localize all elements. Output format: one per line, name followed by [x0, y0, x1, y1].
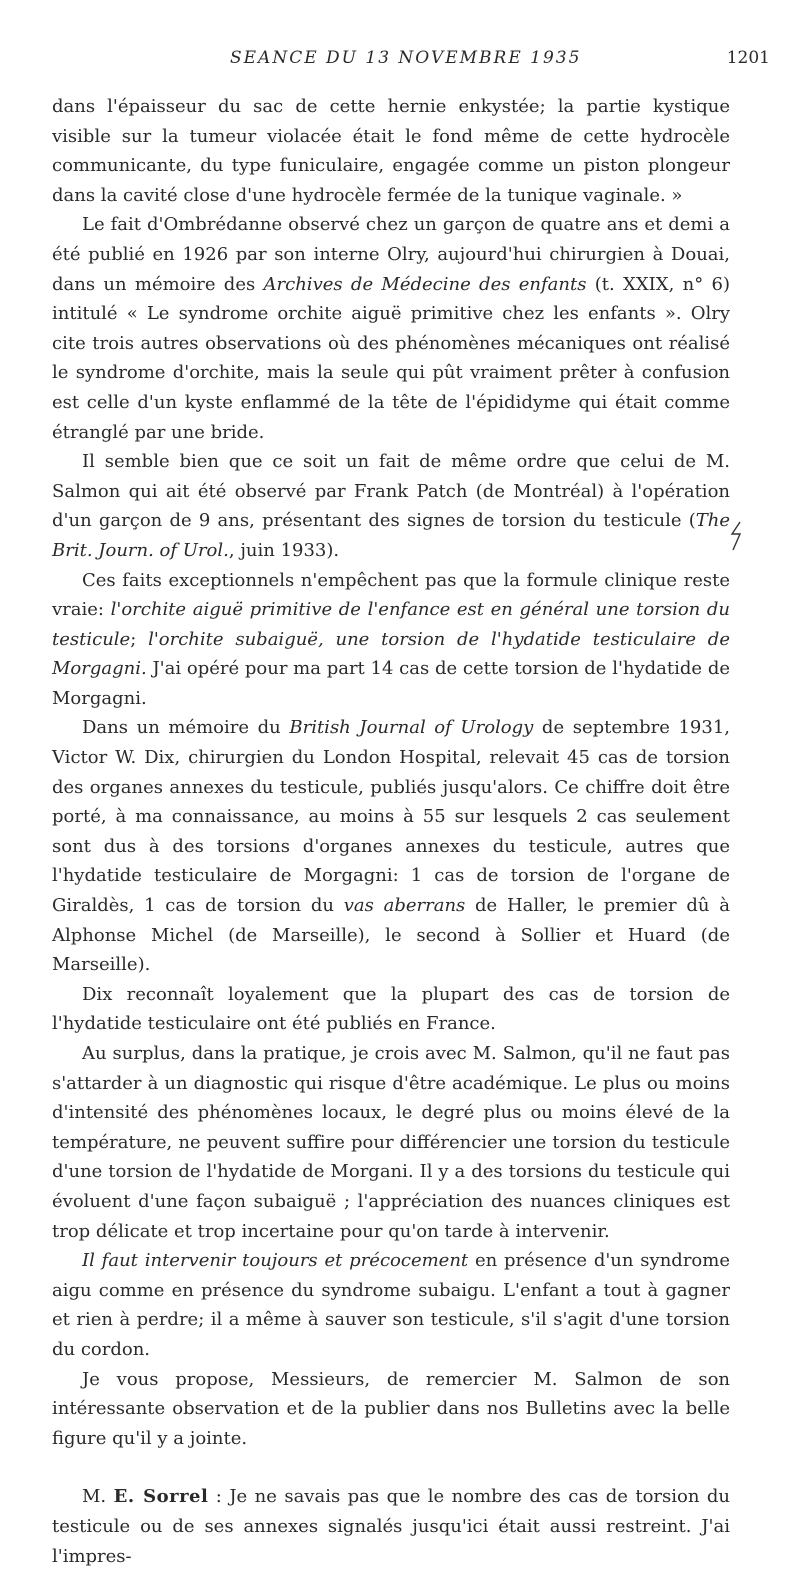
margin-mark-icon	[730, 520, 742, 552]
text-span: Dix reconnaît loyalement que la plupart des cas de torsion de l'hydatide testiculaire ont été publiés en France.	[52, 983, 730, 1035]
page-number: 1201	[726, 48, 770, 68]
emphasis: l'orchite aiguë primitive de l'enfance est en général une torsion du testicule	[52, 599, 731, 650]
paragraph	[52, 980, 730, 1039]
text-span: (t. XXIX, n° 6) intitulé « Le syndrome orchite aiguë primitive chez les enfants ». Olry cite trois autres observations où des phénomènes mécaniques ont réalisé le syndrome d'orchite, mais la seule qui pût vraiment prêter à confusion est celle d'un kyste enflammé de la tête de l'épididyme qui était comme étranglé par une bride.	[52, 273, 730, 443]
emphasis: Il faut intervenir toujours et précocement	[82, 1250, 469, 1272]
running-title: SEANCE DU 13 NOVEMBRE 1935	[230, 48, 582, 68]
journal-title: British Journal of Urology	[289, 717, 534, 739]
paragraph	[52, 566, 730, 714]
section-gap	[52, 1453, 730, 1482]
paragraph	[52, 1039, 730, 1246]
text-span: : Je ne savais pas que le nombre des cas de torsion du testicule ou de ses annexes signalés jusqu'ici était aussi restreint. J'ai l'impres-	[52, 1486, 731, 1567]
journal-title: The Brit. Journ. of Urol.	[52, 510, 730, 561]
text-span: Dans un mémoire du	[82, 717, 290, 739]
text-span: ;	[130, 628, 149, 650]
text-span: Au surplus, dans la pratique, je crois avec M. Salmon, qu'il ne faut pas s'attarder à un diagnostic qui risque d'être académique. Le plus ou moins d'intensité des phénomènes locaux, le degré plus ou moins élevé de la température, ne peuvent suffire pour différencier une torsion du testicule d'une torsion de l'hydatide de Morgani. Il y a des torsions du testicule qui évoluent d'une façon subaiguë ; l'appréciation des nuances cliniques est trop délicate et trop incertaine pour qu'on tarde à intervenir.	[52, 1043, 730, 1242]
text-span: , juin 1933).	[228, 539, 340, 561]
speaker-name: E. Sorrel	[113, 1486, 209, 1508]
text-span: M.	[82, 1486, 114, 1508]
emphasis: vas aberrans	[343, 895, 466, 917]
text-span: de septembre 1931, Victor W. Dix, chirurgien du London Hospital, relevait 45 cas de torsion des organes annexes du testicule, publiés jusqu'alors. Ce chiffre doit être porté, à ma connaissance, au moins à 55 sur lesquels 2 cas seulement sont dus à des torsions d'organes annexes du testicule, autres que l'hydatide testiculaire de Morgagni: 1 cas de torsion de l'organe de Giraldès, 1 cas de torsion du	[52, 717, 730, 917]
body-text	[52, 92, 730, 1571]
text-span: J'ai opéré pour ma part 14 cas de cette torsion de l'hydatide de Morgagni.	[52, 658, 730, 709]
paragraph	[52, 1482, 730, 1571]
text-span: Ces faits exceptionnels n'empêchent pas que la formule clinique reste vraie:	[52, 569, 730, 621]
paragraph	[52, 713, 730, 979]
text-span: de Haller, le premier dû à Alphonse Michel (de Marseille), le second à Sollier et Huard (de Marseille).	[52, 895, 730, 976]
paragraph	[52, 447, 730, 565]
running-head	[230, 48, 770, 72]
paragraph	[52, 1365, 730, 1454]
paragraph	[52, 92, 730, 210]
text-span: en présence d'un syndrome aigu comme en présence du syndrome subaigu. L'enfant a tout à gagner et rien à perdre; il a même à sauver son testicule, s'il s'agit d'une torsion du cordon.	[52, 1250, 730, 1360]
emphasis: l'orchite subaiguë, une torsion de l'hydatide testiculaire de Morgagni.	[52, 628, 730, 680]
paragraph	[52, 1246, 730, 1364]
text-span: Il semble bien que ce soit un fait de même ordre que celui de M. Salmon qui ait été observé par Frank Patch (de Montréal) à l'opération d'un garçon de 9 ans, présentant des signes de torsion du testicule (	[52, 451, 730, 532]
text-span: Le fait d'Ombrédanne observé chez un garçon de quatre ans et demi a été publié en 1926 par son interne Olry, aujourd'hui chirurgien à Douai, dans un mémoire des	[52, 214, 730, 295]
paragraph	[52, 210, 730, 447]
text-span: Je vous propose, Messieurs, de remercier M. Salmon de son intéressante observation et de la publier dans nos Bulletins avec la belle figure qu'il y a jointe.	[52, 1368, 730, 1449]
text-span: dans l'épaisseur du sac de cette hernie enkystée; la partie kystique visible sur la tumeur violacée était le fond même de cette hydrocèle communicante, du type funiculaire, engagée comme un piston plongeur dans la cavité close d'une hydrocèle fermée de la tunique vaginale. »	[52, 96, 730, 206]
journal-title: Archives de Médecine des enfants	[263, 273, 587, 295]
